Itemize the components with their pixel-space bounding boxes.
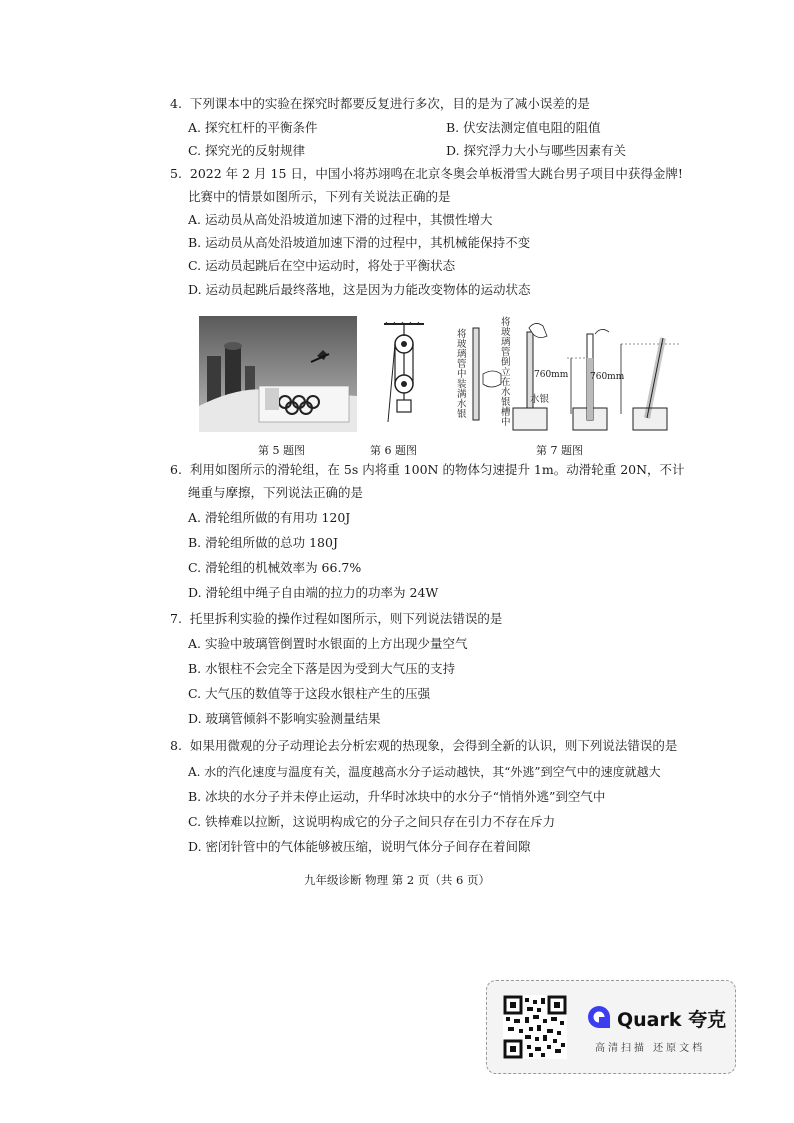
q8-option-b: B. 冰块的水分子并未停止运动，升华时冰块中的水分子“悄悄外逃”到空气中 [188,789,606,804]
fig5-photo [199,316,357,432]
fig7-label-mercury: 水银 [530,394,550,405]
question-4-stem: 4. 下列课本中的实验在探究时都要反复进行多次，目的是为了减小误差的是 [170,96,590,111]
q6-option-a: A. 滑轮组所做的有用功 120J [188,510,351,525]
question-5-stem-line2: 比赛中的情景如图所示，下列有关说法正确的是 [188,189,451,204]
question-6-stem: 6. 利用如图所示的滑轮组，在 5s 内将重 100N 的物体匀速提升 1m。动滑轮重 20N，不计 [170,462,685,477]
fig7-label-fill: 将玻璃管中装满水银 [457,329,467,420]
fig7-label-invert: 将玻璃管倒立在水银槽中 [501,317,511,428]
fig7-label-height-1: 760mm [534,370,569,380]
q7-option-a: A. 实验中玻璃管倒置时水银面的上方出现少量空气 [188,636,468,651]
q5-option-a: A. 运动员从高处沿坡道加速下滑的过程中，其惯性增大 [188,212,493,227]
q8-option-d: D. 密闭针管中的气体能够被压缩，说明气体分子间存在着间隙 [188,839,531,854]
fig7-caption: 第 7 题图 [536,444,583,457]
q6-option-b: B. 滑轮组所做的总功 180J [188,535,338,550]
fig6-pulley-diagram [380,322,430,432]
fig7-label-height-2: 760mm [590,372,625,382]
question-6-stem-line2: 绳重与摩擦，下列说法正确的是 [188,485,364,500]
q4-option-a: A. 探究杠杆的平衡条件 [188,120,318,135]
fig7-torricelli-diagram [455,318,685,436]
q5-option-d: D. 运动员起跳后最终落地，这是因为力能改变物体的运动状态 [188,282,531,297]
q8-option-c: C. 铁棒难以拉断，这说明构成它的分子之间只存在引力不存在斥力 [188,814,556,829]
quark-logo-icon [587,1005,611,1029]
page-footer: 九年级诊断 物理 第 2 页（共 6 页） [303,873,491,887]
fig5-caption: 第 5 题图 [258,444,305,457]
q5-option-c: C. 运动员起跳后在空中运动时，将处于平衡状态 [188,258,456,273]
q4-option-c: C. 探究光的反射规律 [188,143,306,158]
q8-option-a: A. 水的汽化速度与温度有关，温度越高水分子运动越快，其“外逃”到空气中的速度就越大 [188,765,661,779]
quark-brand: Quark 夸克 [617,1009,727,1031]
q4-option-d: D. 探究浮力大小与哪些因素有关 [446,143,627,158]
q5-option-b: B. 运动员从高处沿坡道加速下滑的过程中，其机械能保持不变 [188,235,531,250]
qr-code-icon [503,995,567,1059]
quark-tagline: 高清扫描 还原文档 [595,1043,706,1054]
question-7-stem: 7. 托里拆利实验的操作过程如图所示，则下列说法错误的是 [170,611,503,626]
fig6-caption: 第 6 题图 [370,444,417,457]
q7-option-d: D. 玻璃管倾斜不影响实验测量结果 [188,711,381,726]
q7-option-c: C. 大气压的数值等于这段水银柱产生的压强 [188,686,431,701]
question-8-stem: 8. 如果用微观的分子动理论去分析宏观的热现象，会得到全新的认识，则下列说法错误的是 [170,738,678,753]
quark-scan-badge[interactable] [486,980,736,1074]
q7-option-b: B. 水银柱不会完全下落是因为受到大气压的支持 [188,661,456,676]
q6-option-d: D. 滑轮组中绳子自由端的拉力的功率为 24W [188,585,439,600]
q6-option-c: C. 滑轮组的机械效率为 66.7% [188,560,362,575]
question-5-stem: 5. 2022 年 2 月 15 日，中国小将苏翊鸣在北京冬奥会单板滑雪大跳台男子项目中获得金牌! [170,166,683,181]
q4-option-b: B. 伏安法测定值电阻的阻值 [446,120,601,135]
